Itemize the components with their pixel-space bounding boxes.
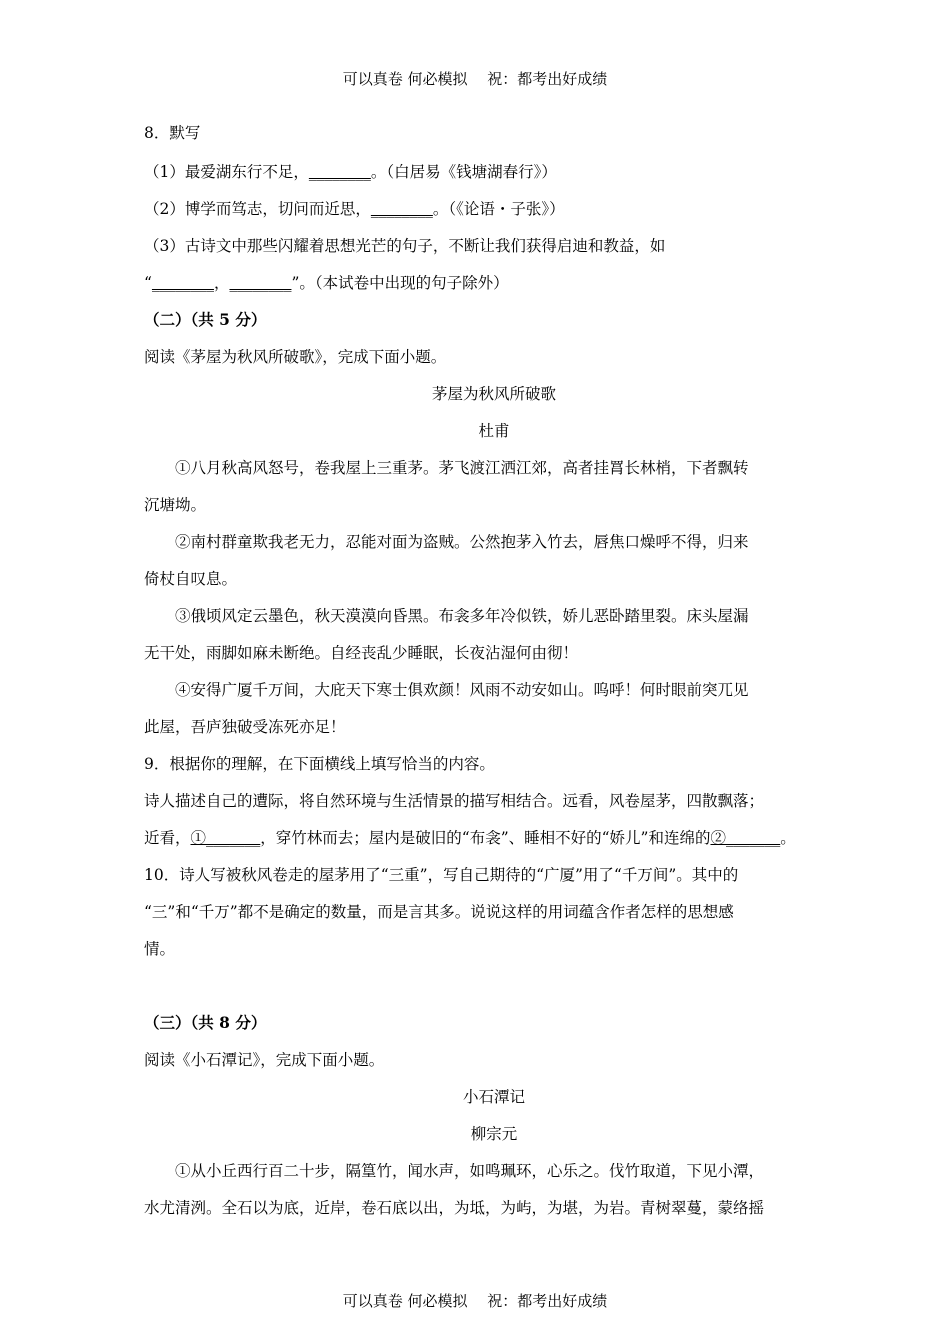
document-body [144, 118, 844, 1219]
poem-stanza2-line2: 倚杖自叹息。 [144, 570, 238, 588]
poem-stanza3-line2: 无干处，雨脚如麻未断绝。自经丧乱少睡眠，长夜沾湿何由彻！ [144, 644, 579, 662]
essay-title: 小石潭记 [462, 1088, 525, 1106]
poem-author: 杜甫 [478, 422, 510, 440]
page-header: 可以真卷 何必模拟 祝：都考出好成绩 [342, 70, 608, 88]
poem-stanza3-line1: ③俄顷风定云墨色，秋天漠漠向昏黑。布衾多年冷似铁，娇儿恶卧踏里裂。床头屋漏 [175, 607, 749, 625]
q10-line3: 情。 [144, 940, 176, 958]
section2-heading: （二）（共 5 分） [144, 310, 267, 329]
q8-item1: （1）最爱湖东行不足，________。（白居易《钱塘湖春行》） [144, 163, 557, 181]
section2-intro: 阅读《茅屋为秋风所破歌》，完成下面小题。 [144, 348, 447, 366]
q9-blank2: ②_______ [710, 829, 781, 847]
essay-author: 柳宗元 [470, 1125, 518, 1143]
poem-stanza1-line2: 沉塘坳。 [144, 496, 207, 514]
q8-item1-blank: ________ [308, 163, 371, 181]
poem-title: 茅屋为秋风所破歌 [431, 385, 556, 403]
q9-line2: 近看，①_______，穿竹林而去；屋内是破旧的“布衾”、睡相不好的“娇儿”和连绵的②_______。 [144, 829, 796, 847]
q8-item3-line2: “________，________”。（本试卷中出现的句子除外） [144, 274, 509, 292]
q8-item2: （2）博学而笃志，切问而近思，________。（《论语・子张》） [144, 200, 565, 218]
page-footer: 可以真卷 何必模拟 祝：都考出好成绩 [342, 1292, 608, 1310]
q8-item2-blank: ________ [370, 200, 433, 218]
q8-item3-blank2: ________ [229, 274, 292, 292]
section3-intro: 阅读《小石潭记》，完成下面小题。 [144, 1051, 385, 1069]
poem-stanza4-line2: 此屋，吾庐独破受冻死亦足！ [144, 718, 346, 736]
q8-item3-line1: （3）古诗文中那些闪耀着思想光芒的句子，不断让我们获得启迪和教益，如 [144, 237, 666, 255]
poem-stanza1-line1: ①八月秋高风怒号，卷我屋上三重茅。茅飞渡江洒江郊，高者挂罥长林梢，下者飘转 [175, 459, 749, 477]
poem-stanza2-line1: ②南村群童欺我老无力，忍能对面为盗贼。公然抱茅入竹去，唇焦口燥呼不得，归来 [175, 533, 749, 551]
q10-line1: 10．诗人写被秋风卷走的屋茅用了“三重”，写自己期待的“广厦”用了“千万间”。其中的 [144, 866, 739, 884]
section3-heading: （三）（共 8 分） [144, 1013, 267, 1032]
poem-stanza4-line1: ④安得广厦千万间，大庇天下寒士俱欢颜！风雨不动安如山。呜呼！何时眼前突兀见 [175, 681, 749, 699]
q9-line1: 诗人描述自己的遭际，将自然环境与生活情景的描写相结合。远看，风卷屋茅，四散飘落； [144, 792, 765, 810]
q9-blank1: ①_______ [190, 829, 261, 847]
q9-title: 9．根据你的理解，在下面横线上填写恰当的内容。 [144, 755, 495, 773]
essay-para1-line1: ①从小丘西行百二十步，隔篁竹，闻水声，如鸣珮环，心乐之。伐竹取道，下见小潭， [175, 1162, 765, 1180]
q10-line2: “三”和“千万”都不是确定的数量，而是言其多。说说这样的用词蕴含作者怎样的思想感 [144, 903, 734, 921]
essay-para1-line2: 水尤清洌。全石以为底，近岸，卷石底以出，为坻，为屿，为堪，为岩。青树翠蔓，蒙络摇 [144, 1199, 765, 1217]
q8-item3-blank1: ________ [151, 274, 214, 292]
q8-title: 8．默写 [144, 124, 201, 142]
